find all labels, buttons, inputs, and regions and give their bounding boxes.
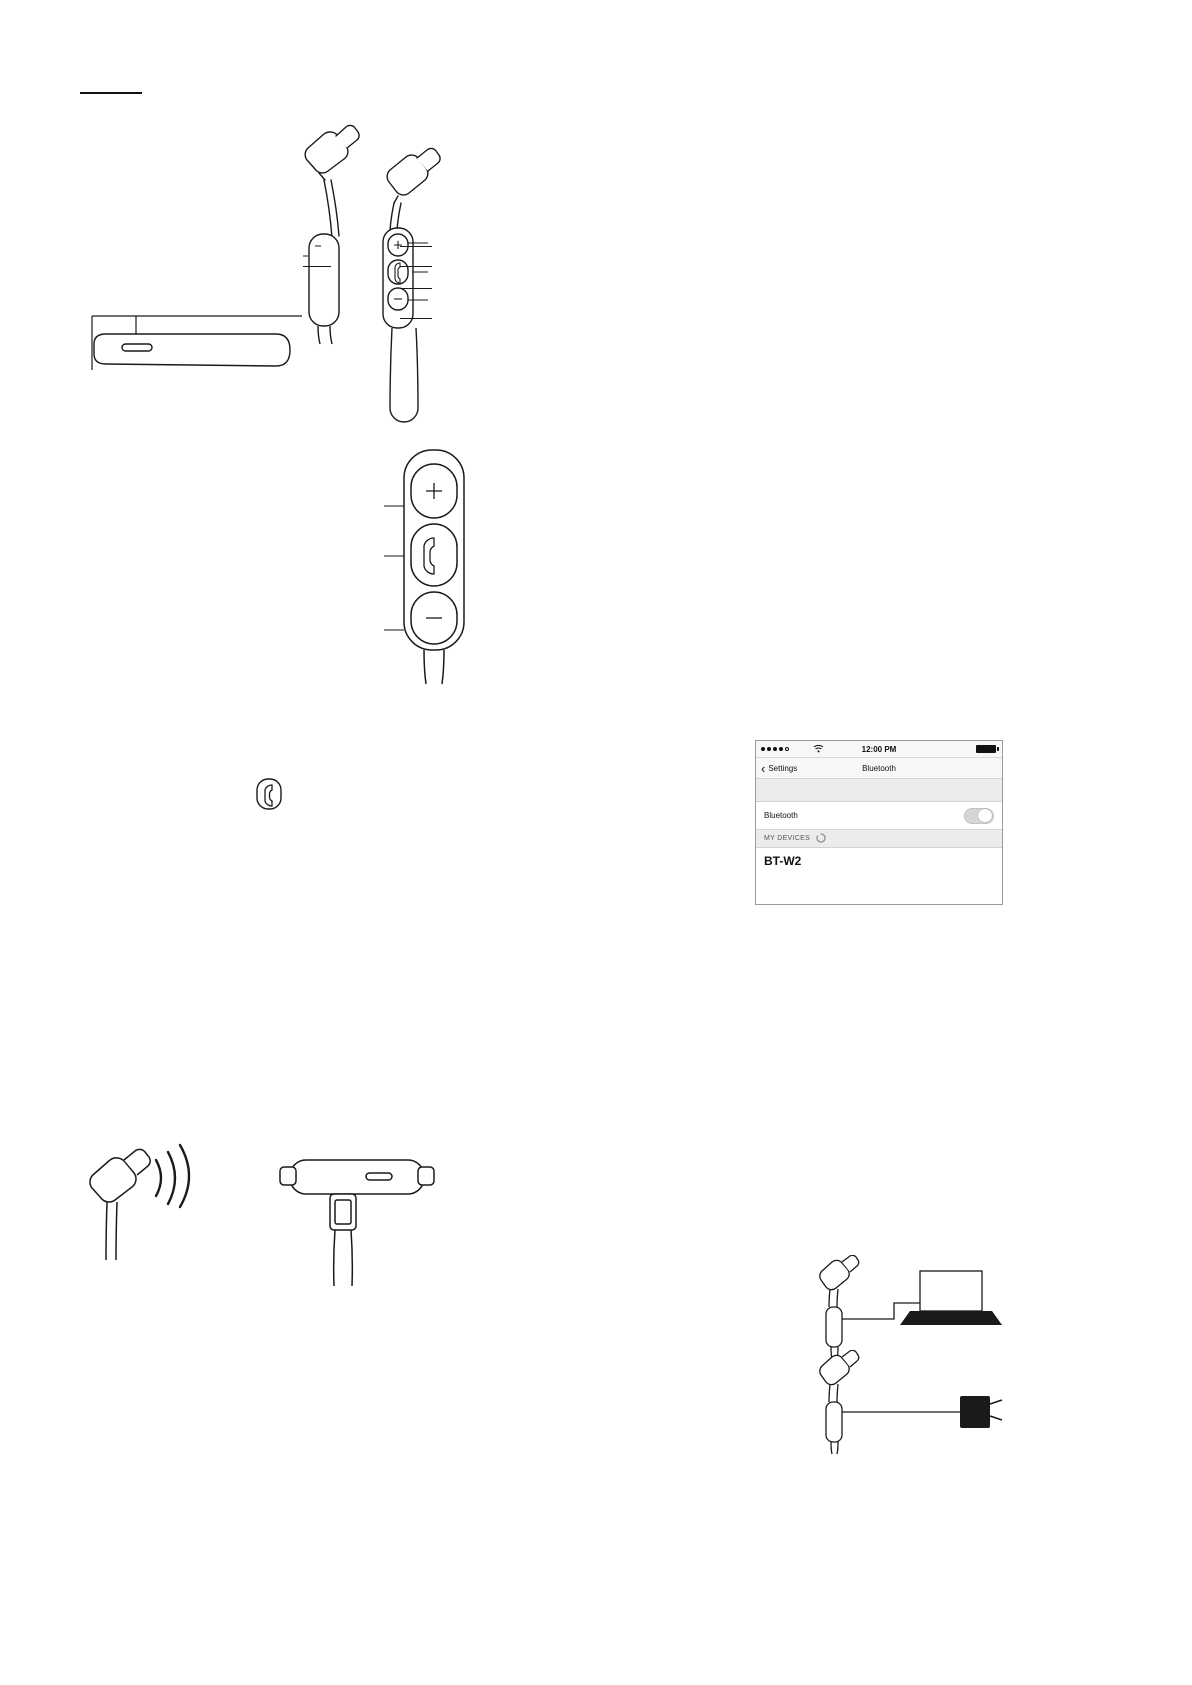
callout-line-1 (400, 246, 432, 247)
callout-line-2 (400, 266, 432, 267)
settings-spacer-band (756, 779, 1002, 802)
charge-from-wall-adapter-icon (810, 1350, 1010, 1460)
bluetooth-toggle[interactable] (964, 808, 994, 824)
earbud-with-sound-waves-icon (78, 1140, 218, 1270)
bluetooth-row[interactable] (756, 802, 1002, 830)
phone-nav-bar (756, 758, 1002, 779)
battery-full-icon (976, 745, 996, 753)
callout-line-4 (400, 318, 432, 319)
inline-remote-detail-diagram (380, 440, 500, 690)
page-top-marker (80, 78, 142, 94)
pairing-phone-button-icon (252, 775, 286, 813)
page-title: Bluetooth (862, 763, 896, 773)
remote-with-usb-cable-icon (278, 1140, 438, 1290)
status-bar-clock: 12:00 PM (861, 744, 897, 754)
device-row-bt-w2[interactable] (756, 848, 1002, 874)
loading-spinner-icon (816, 833, 826, 845)
earphone-controls-diagram (60, 110, 500, 450)
toggle-knob (978, 809, 992, 822)
bluetooth-label: Bluetooth (764, 811, 798, 820)
chevron-left-icon[interactable]: ‹ (761, 760, 766, 776)
back-button-label[interactable]: Settings (768, 763, 798, 773)
phone-bluetooth-screenshot (755, 740, 1003, 905)
charge-from-laptop-icon (810, 1255, 1010, 1360)
my-devices-section-header (756, 830, 1002, 848)
callout-line-5 (303, 266, 331, 267)
phone-status-bar (756, 741, 1002, 758)
my-devices-label: MY DEVICES (764, 835, 811, 842)
charging-port-detail-diagram (80, 300, 310, 390)
callout-line-3 (400, 288, 432, 289)
device-name: BT-W2 (764, 854, 802, 868)
